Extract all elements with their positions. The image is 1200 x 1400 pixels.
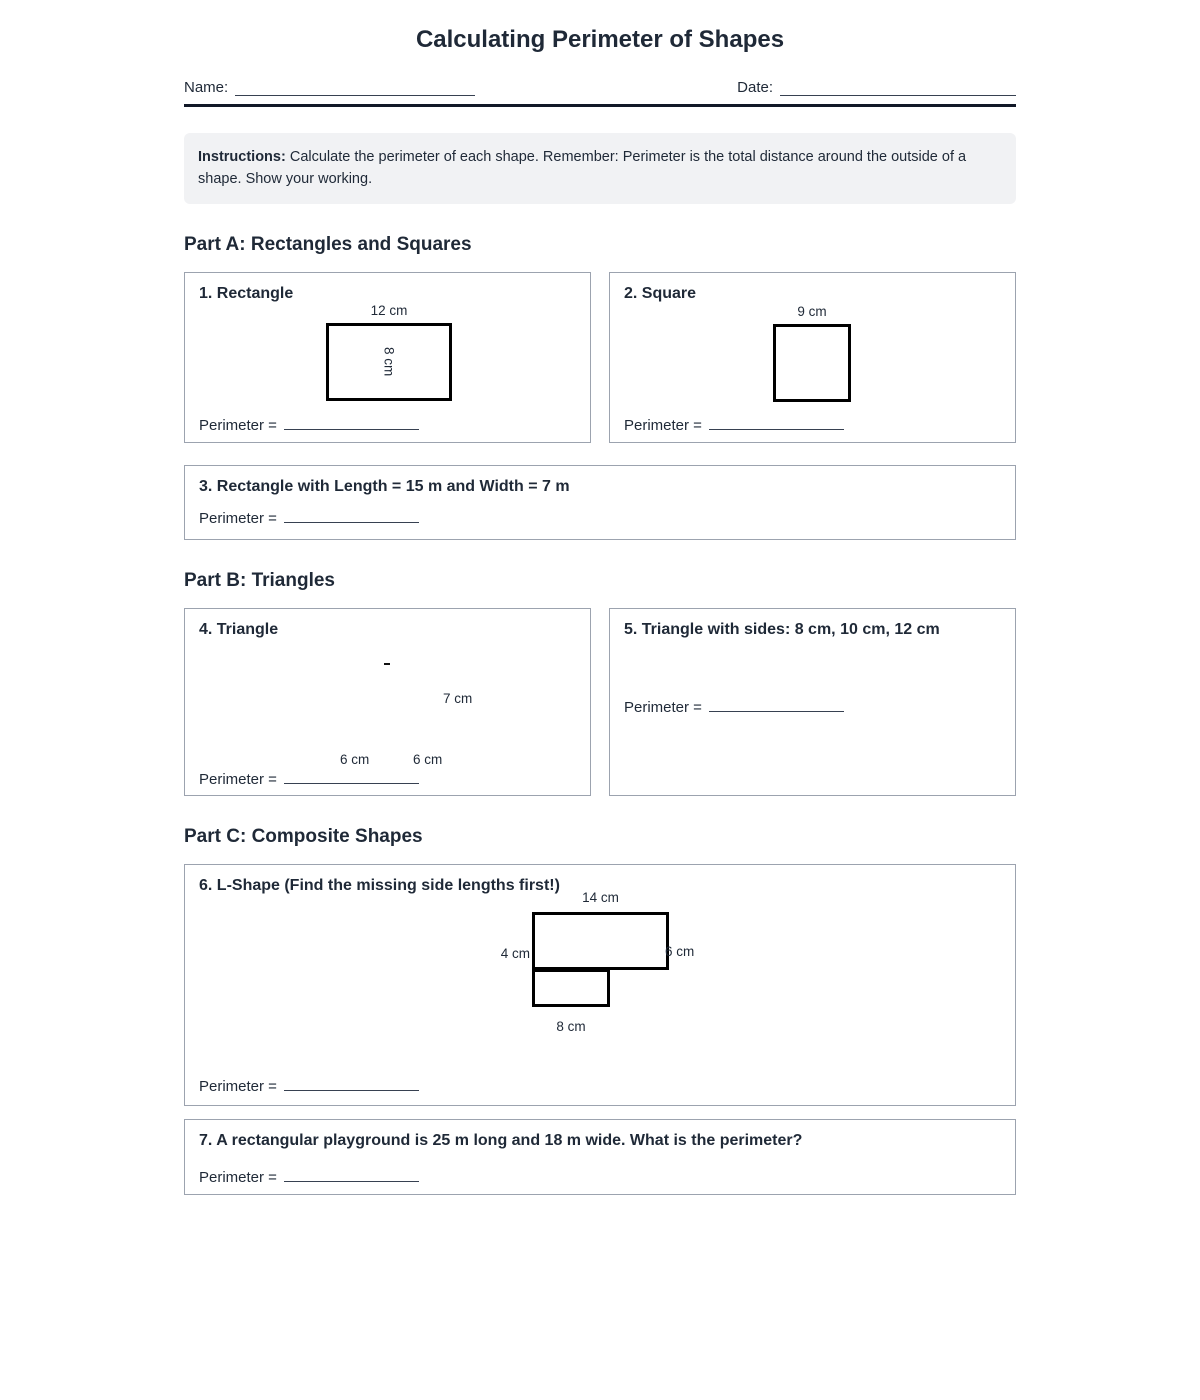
q1-perimeter-label: Perimeter = (199, 416, 277, 434)
question-6-box (184, 864, 1016, 1106)
q6-bottom-dimension-label: 8 cm (556, 1018, 586, 1034)
worksheet-page (184, 0, 1016, 1195)
q5-perimeter-label: Perimeter = (624, 698, 702, 716)
question-2-title: 2. Square (624, 284, 697, 302)
q3-perimeter-label: Perimeter = (199, 509, 277, 527)
q4-bottom-left-side-label: 6 cm (340, 751, 370, 767)
date-blank-line (780, 80, 1016, 96)
q1-answer-blank (284, 414, 419, 430)
name-date-row (184, 79, 1016, 96)
q7-perimeter-label: Perimeter = (199, 1168, 277, 1186)
question-5-title: 5. Triangle with sides: 8 cm, 10 cm, 12 cm (624, 620, 940, 638)
q6-perimeter-label: Perimeter = (199, 1077, 277, 1095)
question-7-box (184, 1119, 1016, 1195)
q6-left-dimension-label: 4 cm (500, 945, 530, 961)
q2-answer-blank (709, 414, 844, 430)
header-divider (184, 104, 1016, 107)
question-3-box (184, 465, 1016, 540)
q2-perimeter-label: Perimeter = (624, 416, 702, 434)
q2-side-dimension-label: 9 cm (797, 303, 827, 319)
q6-top-dimension-label: 14 cm (582, 889, 619, 905)
instructions-label: Instructions: (198, 149, 286, 165)
q2-perimeter-row (624, 414, 844, 434)
question-1-box (184, 272, 591, 443)
q5-answer-blank (709, 696, 844, 712)
question-1-title: 1. Rectangle (199, 284, 294, 302)
question-6-title: 6. L-Shape (Find the missing side lengths first!) (199, 876, 560, 894)
q5-perimeter-row (624, 696, 844, 716)
q3-perimeter-row (199, 507, 419, 527)
part-b-grid (184, 608, 1016, 796)
q1-height-dimension-label: 8 cm (381, 347, 397, 377)
name-label: Name: (184, 79, 229, 96)
instructions-box (184, 133, 1016, 204)
square-shape (773, 324, 851, 402)
part-a-grid (184, 272, 1016, 443)
question-2-box (609, 272, 1016, 443)
question-4-title: 4. Triangle (199, 620, 279, 638)
q4-perimeter-label: Perimeter = (199, 770, 277, 788)
part-a-heading: Part A: Rectangles and Squares (184, 233, 472, 255)
question-5-box (609, 608, 1016, 796)
name-blank-line (235, 80, 475, 96)
part-c-heading: Part C: Composite Shapes (184, 825, 423, 847)
q6-perimeter-row (199, 1075, 419, 1095)
instructions-text: Calculate the perimeter of each shape. Remember: Perimeter is the total distance around the outside of a shape. Show your working. (198, 149, 967, 188)
q4-perimeter-row (199, 768, 419, 788)
q3-answer-blank (284, 507, 419, 523)
l-shape-top-rectangle (532, 912, 669, 970)
q1-width-dimension-label: 12 cm (370, 302, 408, 318)
name-field (184, 79, 475, 96)
part-b-heading: Part B: Triangles (184, 569, 335, 591)
question-7-title: 7. A rectangular playground is 25 m long and 18 m wide. What is the perimeter? (199, 1131, 803, 1149)
q1-height-dimension-wrap (326, 323, 452, 401)
question-3-title: 3. Rectangle with Length = 15 m and Width = 7 m (199, 477, 570, 495)
q6-right-dimension-label: 6 cm (665, 943, 695, 959)
triangle-apex-mark (384, 663, 390, 666)
date-label: Date: (737, 79, 773, 96)
page-title: Calculating Perimeter of Shapes (415, 26, 785, 53)
date-field (737, 79, 1016, 96)
q1-perimeter-row (199, 414, 419, 434)
q4-answer-blank (284, 768, 419, 784)
q6-answer-blank (284, 1075, 419, 1091)
q7-perimeter-row (199, 1166, 419, 1186)
q7-answer-blank (284, 1166, 419, 1182)
question-4-box (184, 608, 591, 796)
q4-bottom-right-side-label: 6 cm (413, 751, 443, 767)
q4-right-side-label: 7 cm (443, 690, 473, 706)
l-shape-bottom-rectangle (532, 969, 610, 1007)
